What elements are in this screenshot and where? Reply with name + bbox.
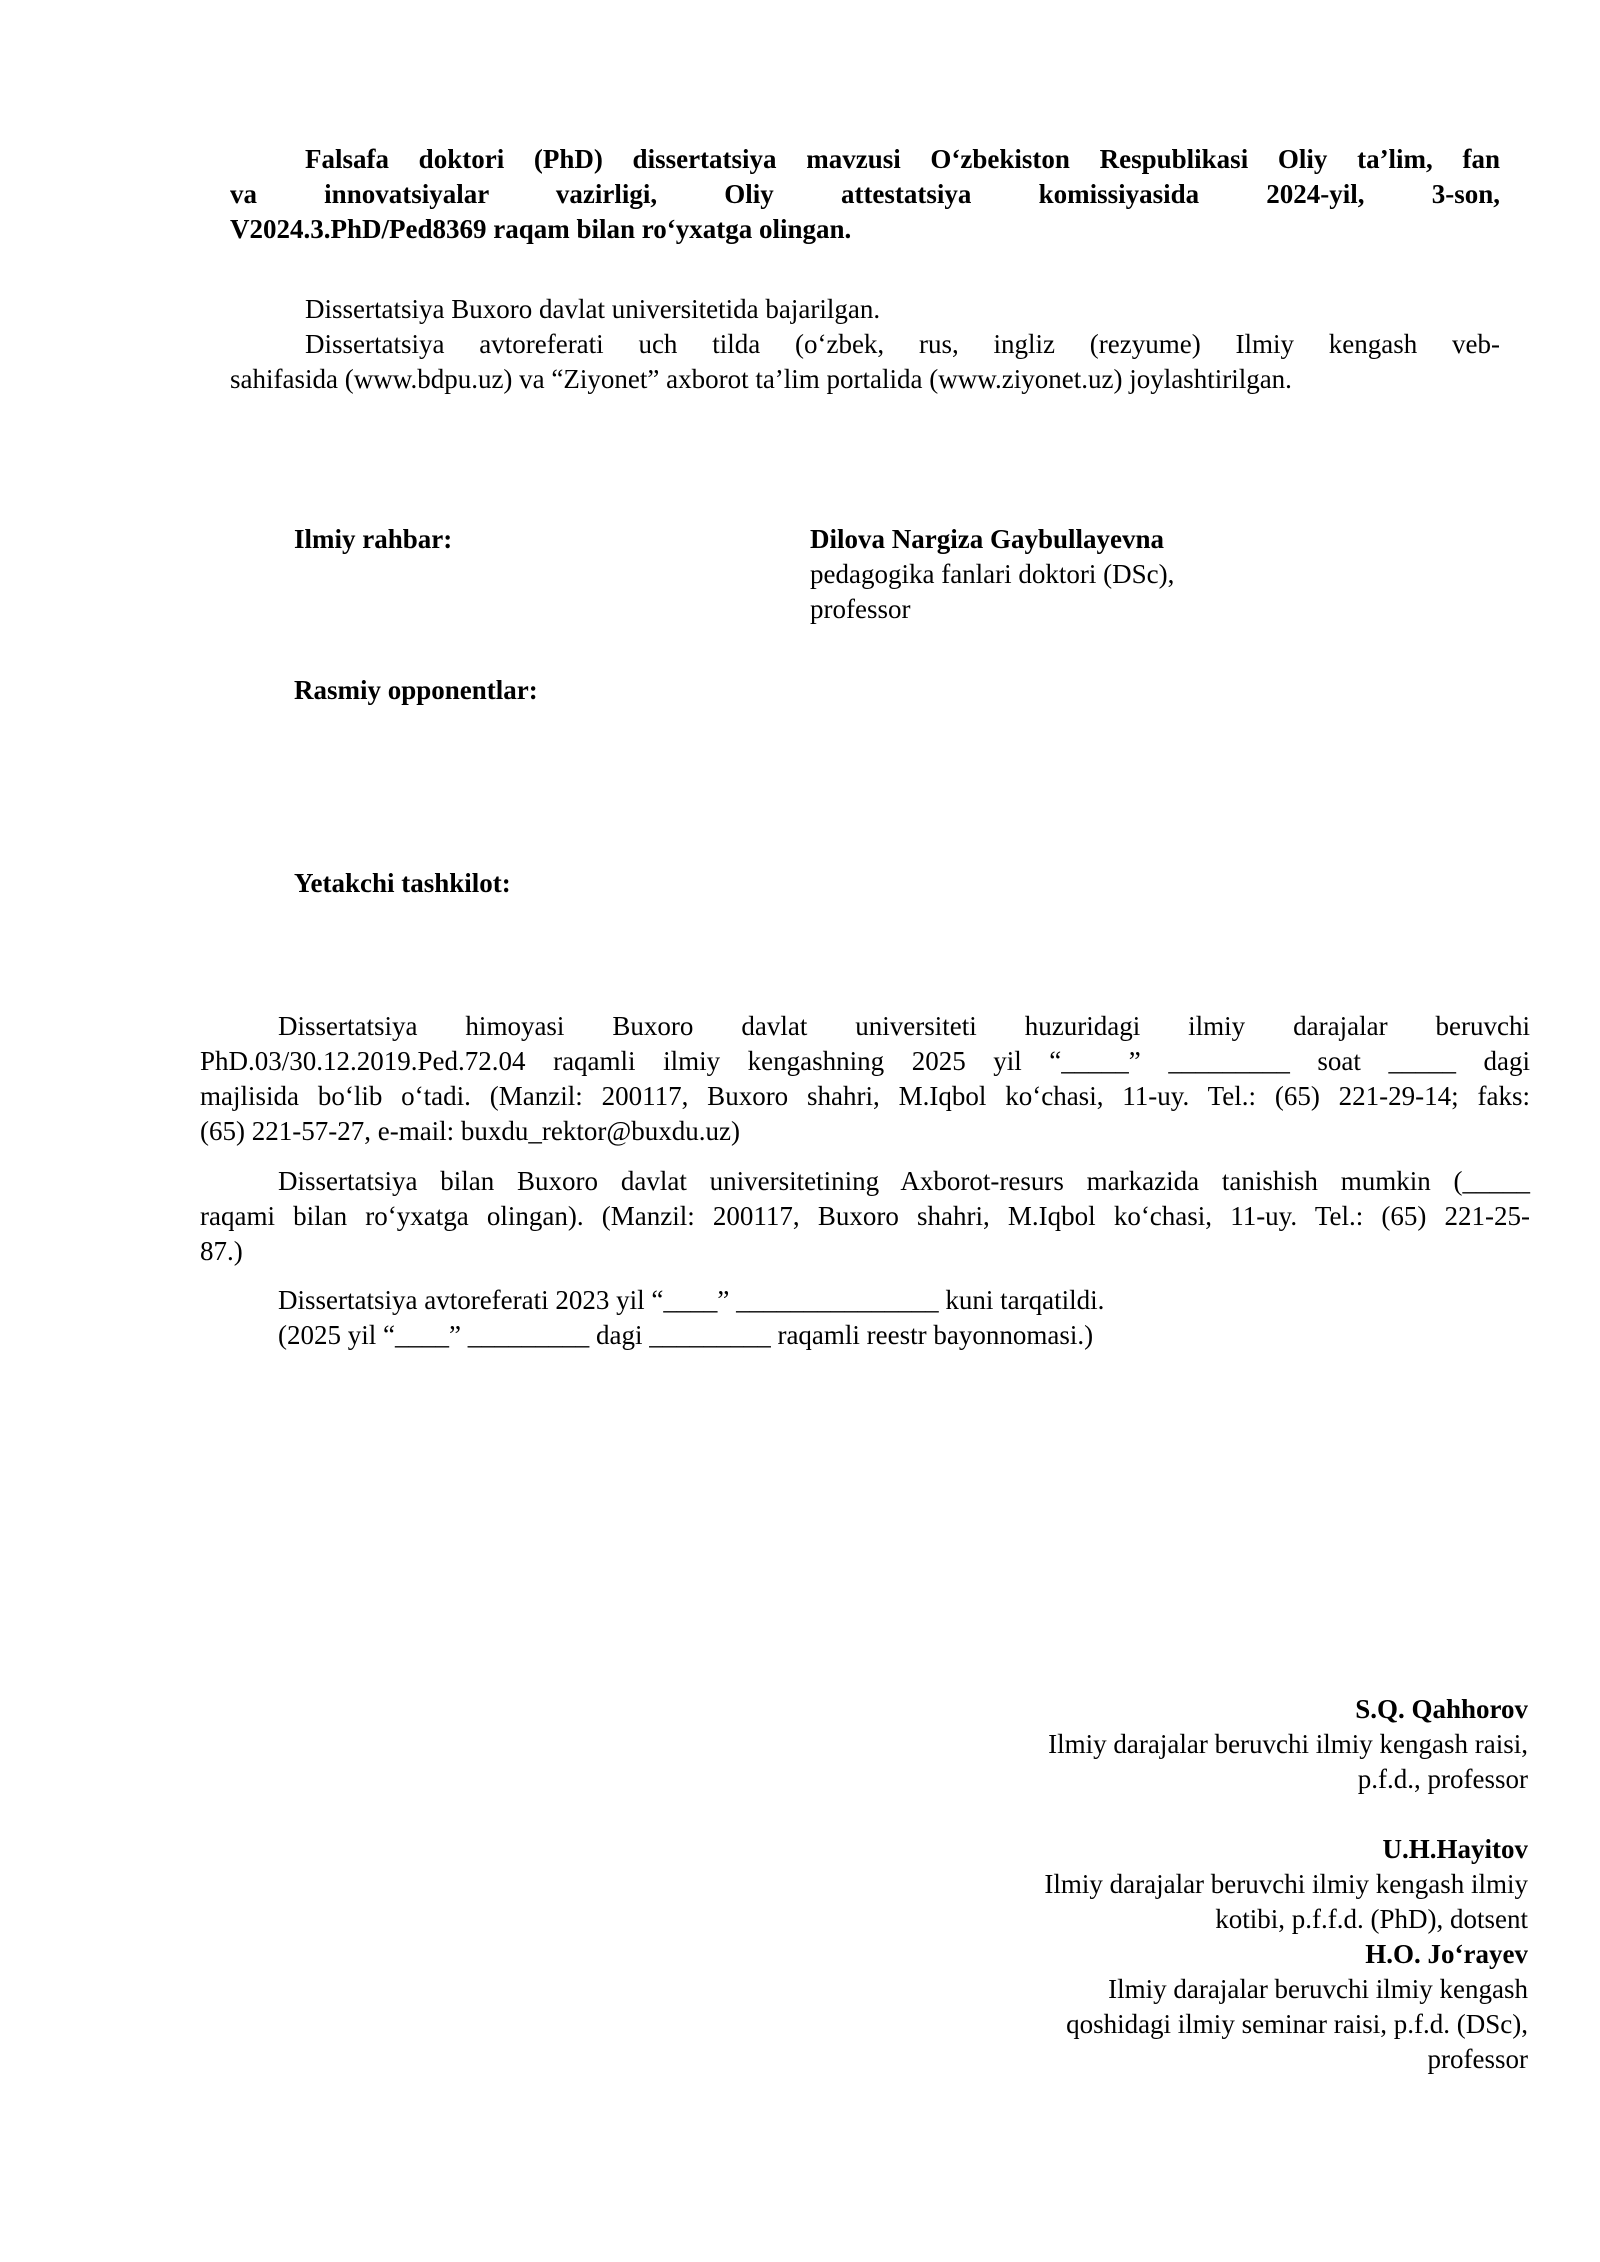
defense-block <box>200 1009 1530 1149</box>
signature-role-line: p.f.d., professor <box>1357 1764 1528 1794</box>
registration-line-3: V2024.3.PhD/Ped8369 raqam bilan ro‘yxatga olingan. <box>230 214 852 244</box>
opponents-label: Rasmiy opponentlar: <box>294 675 538 705</box>
info-line-completed: Dissertatsiya Buxoro davlat universitetida bajarilgan. <box>305 294 881 324</box>
resource-line-1: Dissertatsiya bilan Buxoro davlat universitetining Axborot-resurs markazida tanishish mumkin (_____ <box>278 1166 1530 1196</box>
resource-center-block <box>200 1164 1530 1269</box>
supervisor-details <box>810 522 1174 627</box>
info-line-abstract-1: Dissertatsiya avtoreferati uch tilda (o‘zbek, rus, ingliz (rezyume) Ilmiy kengash veb- <box>305 329 1500 359</box>
defense-line-2: PhD.03/30.12.2019.Ped.72.04 raqamli ilmiy kengashning 2025 yil “_____” _________ soat _____ dagi <box>200 1046 1530 1076</box>
distribution-block <box>278 1283 1528 1353</box>
signature-role-line: Ilmiy darajalar beruvchi ilmiy kengash raisi, <box>1048 1729 1528 1759</box>
signature-role-line: qoshidagi ilmiy seminar raisi, p.f.d. (DSc), <box>1066 2009 1528 2039</box>
signature-name: U.H.Hayitov <box>1382 1834 1528 1864</box>
signature-secretary <box>828 1832 1528 1937</box>
signature-seminar-chair <box>828 1937 1528 2077</box>
lead-org-label: Yetakchi tashkilot: <box>294 868 511 898</box>
resource-line-2: raqami bilan ro‘yxatga olingan). (Manzil: 200117, Buxoro shahri, M.Iqbol ko‘chasi, 11-uy. Tel.: (65) 221-25- <box>200 1201 1530 1231</box>
distribution-line-1: Dissertatsiya avtoreferati 2023 yil “____” _______________ kuni tarqatildi. <box>278 1285 1105 1315</box>
defense-line-3: majlisida bo‘lib o‘tadi. (Manzil: 200117, Buxoro shahri, M.Iqbol ko‘chasi, 11-uy. Tel.: (65) 221-29-14; faks: <box>200 1081 1530 1111</box>
signature-block <box>828 1692 1528 2077</box>
resource-line-3: 87.) <box>200 1236 243 1266</box>
info-line-abstract-2: sahifasida (www.bdpu.uz) va “Ziyonet” axborot ta’lim portalida (www.ziyonet.uz) joylashtirilgan. <box>230 364 1292 394</box>
signature-role-line: professor <box>1427 2044 1528 2074</box>
registration-block <box>230 142 1500 247</box>
supervisor-label: Ilmiy rahbar: <box>294 524 453 554</box>
supervisor-name: Dilova Nargiza Gaybullayevna <box>810 524 1165 554</box>
defense-line-4: (65) 221-57-27, e-mail: buxdu_rektor@buxdu.uz) <box>200 1116 740 1146</box>
defense-line-1: Dissertatsiya himoyasi Buxoro davlat universiteti huzuridagi ilmiy darajalar beruvchi <box>278 1011 1530 1041</box>
registration-line-1: Falsafa doktori (PhD) dissertatsiya mavzusi O‘zbekiston Respublikasi Oliy ta’lim, fan <box>305 144 1500 174</box>
signature-role-line: Ilmiy darajalar beruvchi ilmiy kengash <box>1108 1974 1528 2004</box>
signature-role-line: kotibi, p.f.f.d. (PhD), dotsent <box>1215 1904 1528 1934</box>
info-block <box>230 292 1500 397</box>
supervisor-title: professor <box>810 594 911 624</box>
signature-name: S.Q. Qahhorov <box>1355 1694 1528 1724</box>
supervisor-degree: pedagogika fanlari doktori (DSc), <box>810 559 1175 589</box>
signature-name: H.O. Jo‘rayev <box>1365 1939 1528 1969</box>
signature-chairman <box>828 1692 1528 1797</box>
distribution-line-2: (2025 yil “____” _________ dagi _________ raqamli reestr bayonnomasi.) <box>278 1320 1094 1350</box>
signature-role-line: Ilmiy darajalar beruvchi ilmiy kengash ilmiy <box>1044 1869 1528 1899</box>
registration-line-2: va innovatsiyalar vazirligi, Oliy attestatsiya komissiyasida 2024-yil, 3-son, <box>230 179 1500 209</box>
